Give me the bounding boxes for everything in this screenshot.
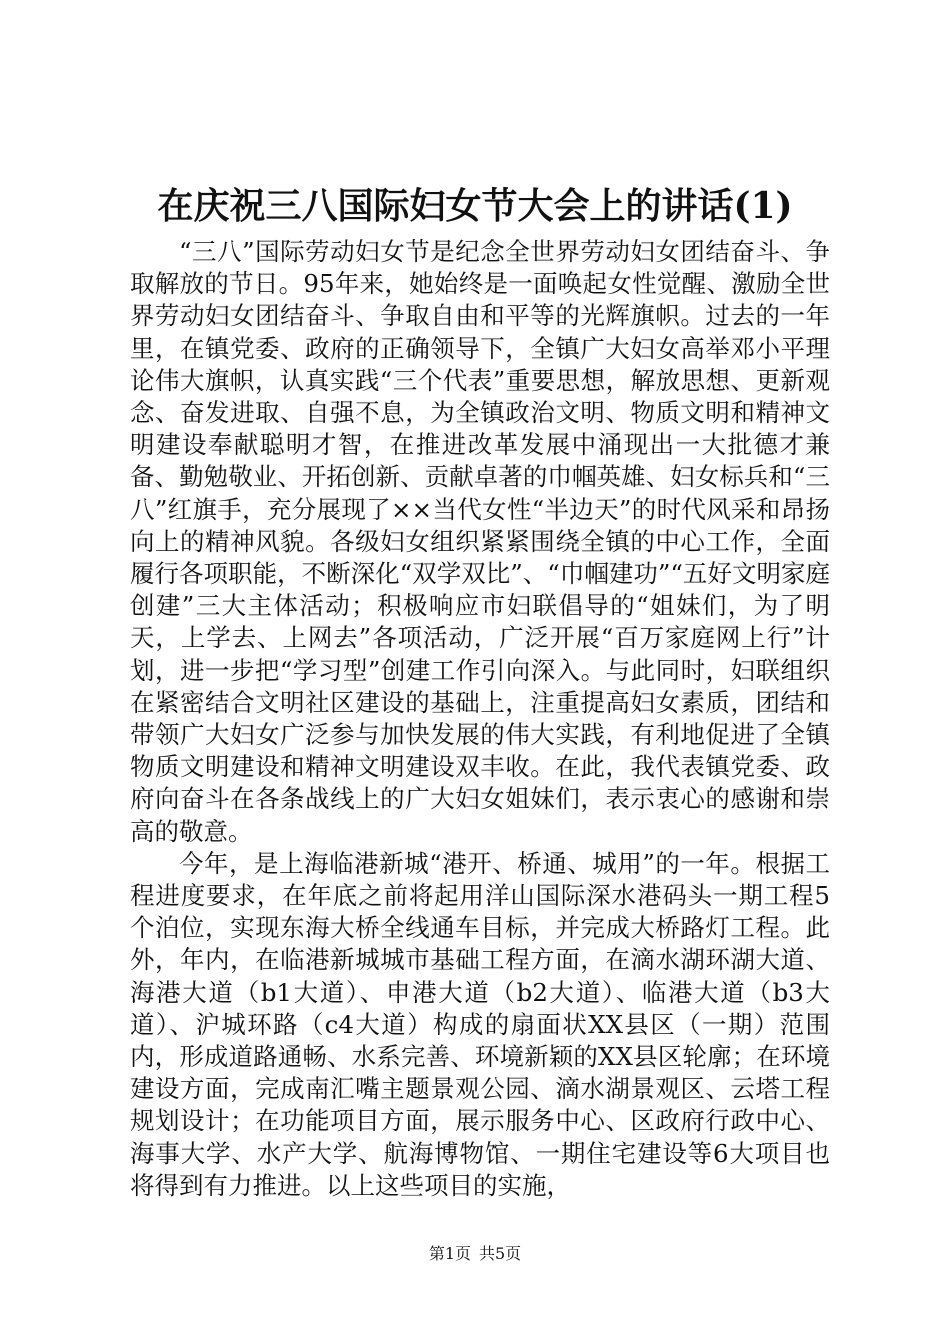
page-total: 共5页 [479,1244,522,1263]
document-body [130,236,830,1202]
body-paragraph-1: “三八”国际劳动妇女节是纪念全世界劳动妇女团结奋斗、争取解放的节日。95年来，她始终是一面唤起女性觉醒、激励全世界劳动妇女团结奋斗、争取自由和平等的光辉旗帜。过去的一年里，在镇党委、政府的正确领导下，全镇广大妇女高举邓小平理论伟大旗帜，认真实践“三个代表”重要思想，解放思想、更新观念、奋发进取、自强不息，为全镇政治文明、物质文明和精神文明建设奉献聪明才智，在推进改革发展中涌现出一大批德才兼备、勤勉敬业、开拓创新、贡献卓著的巾帼英雄、妇女标兵和“三八”红旗手，充分展现了××当代女性“半边天”的时代风采和昂扬向上的精神风貌。各级妇女组织紧紧围绕全镇的中心工作，全面履行各项职能，不断深化“双学双比”、“巾帼建功”“五好文明家庭创建”三大主体活动；积极响应市妇联倡导的“姐妹们，为了明天，上学去、上网去”各项活动，广泛开展“百万家庭网上行”计划，进一步把“学习型”创建工作引向深入。与此同时，妇联组织在紧密结合文明社区建设的基础上，注重提高妇女素质，团结和带领广大妇女广泛参与加快发展的伟大实践，有利地促进了全镇物质文明建设和精神文明建设双丰收。在此，我代表镇党委、政府向奋斗在各条战线上的广大妇女姐妹们，表示衷心的感谢和崇高的敬意。 [130,237,830,846]
page-number: 第1页 [428,1244,471,1263]
body-paragraph-2: 今年，是上海临港新城“港开、桥通、城用”的一年。根据工程进度要求，在年底之前将起用洋山国际深水港码头一期工程5个泊位，实现东海大桥全线通车目标，并完成大桥路灯工程。此外，年内，在临港新城城市基础工程方面，在滴水湖环湖大道、海港大道（b1大道）、申港大道（b2大道）、临港大道（b3大道）、沪城环路（c4大道）构成的扇面状XX县区（一期）范围内，形成道路通畅、水系完善、环境新颖的XX县区轮廓；在环境建设方面，完成南汇嘴主题景观公园、滴水湖景观区、云塔工程规划设计；在功能项目方面，展示服务中心、区政府行政中心、海事大学、水产大学、航海博物馆、一期住宅建设等6大项目也将得到有力推进。以上这些项目的实施， [130,848,830,1200]
document-title: 在庆祝三八国际妇女节大会上的讲话(1) [157,185,793,227]
page-footer [0,1244,950,1264]
